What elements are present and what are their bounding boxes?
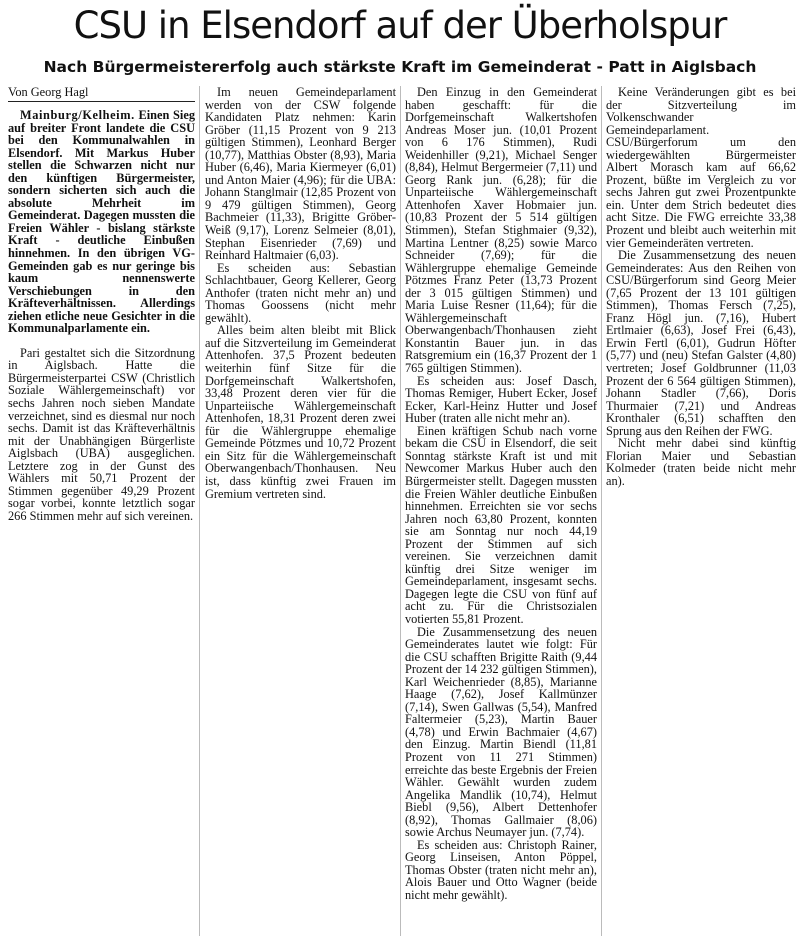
paragraph: Pari gestaltet sich die Sitzordnung in Aiglsbach. Hatte die Bürgermeisterpartei CSW (Christlich Soziale Wählergemeinschaft) vor sechs Jahren noch sieben Mandate verzeichnet, sind es diesmal nur noch sechs. Damit ist das Kräfteverhältnis mit der Unabhängigen Bürgerliste Aiglsbach (UBA) ausgeglichen. Letztere zog in der Gunst des Wählers mit 50,71 Prozent der Stimmen gegenüber 49,29 Prozent sogar vorbei, konnte letztlich sogar 266 Stimmen mehr auf sich vereinen. <box>8 345 195 523</box>
article-column-3 <box>405 86 597 936</box>
byline: Von Georg Hagl <box>8 86 195 102</box>
article-column-2 <box>205 86 396 936</box>
paragraph: Den Einzug in den Gemeinderat haben geschafft: für die Dorfgemeinschaft Walkertshofen Andreas Moser jun. (10,01 Prozent von 6 176 Stimmen), Rudi Weidenhiller (9,21), Michael Senger (8,84), Helmut Bergermeier (7,11) und Georg Rank jun. (6,28); für die Unparteiische Wählergemeinschaft Attenhofen Xaver Hobmaier jun. (10,83 Prozent der 5 514 gültigen Stimmen), Stefan Stighmaier (9,32), Martina Lentner (8,25) sowie Marco Schneider (7,69); für die Wählergruppe ehemalige Gemeinde Pötzmes Franz Peter (13,73 Prozent der 3 015 gültigen Stimmen) und Maria Luise Resner (11,64); für die Wählergemeinschaft Oberwangenbach/Thonhausen zieht Konstantin Bauer jun. in das Ratsgremium ein (16,37 Prozent der 1 765 gültigen Stimmen). <box>405 86 597 376</box>
article-column-1 <box>8 86 195 936</box>
lead-text: Einen Sieg auf breiter Front landete die CSU bei den Kommunalwahlen in Elsendorf. Mit Markus Huber stellen die Schwarzen nicht nur den künftigen Bürgermeister, sondern sicherten sich auch die absolute Mehrheit im Gemeinderat. Dagegen mussten die Freien Wähler - bislang stärkste Kraft - deutliche Einbußen hinnehmen. In den übrigen VG-Gemeinden gab es nur geringe bis kaum nennenswerte Verschiebungen in den Kräfteverhältnissen. Allerdings ziehen etliche neue Gesichter in die Kommunalparlamente ein. <box>8 108 195 336</box>
paragraph: Keine Veränderungen gibt es bei der Sitzverteilung im Volkenschwander Gemeindeparlament. CSU/Bürgerforum um den wiedergewählten Bürgermeister Albert Morasch kam auf 66,62 Prozent, büßte im Vergleich zu vor sechs Jahren gut zwei Prozentpunkte ein. Unter dem Strich bedeutet dies acht Sitze. Die FWG erreichte 33,38 Prozent und bleibt auch weiterhin mit vier Gemeinderäten vertreten. <box>606 86 796 250</box>
paragraph: Im neuen Gemeindeparlament werden von der CSW folgende Kandidaten Platz nehmen: Karin Gröber (11,15 Prozent von 9 213 gültigen Stimmen), Leonhard Berger (10,77), Matthias Obster (8,93), Maria Huber (6,46), Maria Kiermeyer (6,01) und Anton Maier (4,96); für die UBA: Johann Stanglmair (12,85 Prozent von 9 479 gültigen Stimmen), Georg Bachmeier (11,33), Brigitte Gröber-Weiß (9,17), Lorenz Selmeier (8,01), Stephan Eisenrieder (7,69) und Reinhard Haltmaier (6,03). <box>205 86 396 263</box>
column-divider <box>400 86 401 936</box>
paragraph: Nicht mehr dabei sind künftig Florian Maier und Sebastian Kolmeder (traten beide nicht mehr an). <box>606 436 796 488</box>
paragraph: Alles beim alten bleibt mit Blick auf die Sitzverteilung im Gemeinderat Attenhofen. 37,5 Prozent bedeuten weiterhin fünf Sitze für die Dorfgemeinschaft Walkertshofen, 33,48 Prozent deren vier für die Unparteiische Wählergemeinschaft Attenhofen, 18,31 Prozent deren zwei für die Wählergruppe ehemalige Gemeinde Pötzmes und 10,72 Prozent ein Sitz für die Wählergemeinschaft Oberwangenbach/Thonhausen. Neu ist, dass künftig zwei Frauen im Gremium vertreten sind. <box>205 323 396 501</box>
subheadline: Nach Bürgermeistererfolg auch stärkste Kraft im Gemeinderat - Patt in Aiglsbach <box>43 58 757 76</box>
paragraph: Es scheiden aus: Josef Dasch, Thomas Remiger, Hubert Ecker, Josef Ecker, Karl-Heinz Hutter und Josef Huber (traten alle nicht mehr an). <box>405 373 597 426</box>
paragraph: Die Zusammensetzung des neuen Gemeinderates lautet wie folgt: Für die CSU schafften Brigitte Raith (9,44 Prozent der 14 232 gültigen Stimmen), Karl Weichenrieder (8,85), Marianne Haage (7,62), Josef Kallmünzer (7,14), Swen Gallwas (5,54), Manfred Faltermeier (5,23), Martin Bauer (4,78) und Erwin Bachmaier (4,67) den Einzug. Martin Biendl (11,81 Prozent von 11 271 Stimmen) erreichte das beste Ergebnis der Freien Wähler. Gewählt wurden zudem Angelika Mandlik (10,74), Helmut Biebl (9,56), Albert Dettenhofer (8,92), Thomas Gallmaier (8,06) sowie Archus Neumayer jun. (7,74). <box>405 624 597 840</box>
paragraph: Einen kräftigen Schub nach vorne bekam die CSU in Elsendorf, die seit Sonntag stärkste Kraft ist und mit Newcomer Markus Huber auch den Bürgermeister stellt. Dagegen mussten die Freien Wähler deutliche Einbußen hinnehmen. Erreichten sie vor sechs Jahren noch 63,80 Prozent, konnten sie am Sonntag nur noch 44,19 Prozent der Stimmen auf sich vereinen. Sie verzeichnen damit künftig drei Sitze weniger im Gemeindeparlament, insgesamt sechs. Dagegen legte die CSU von fünf auf acht zu. Für die Christsozialen votierten 55,81 Prozent. <box>405 423 597 626</box>
paragraph: Es scheiden aus: Sebastian Schlachtbauer, Georg Kellerer, Georg Anthofer (traten nicht mehr an) und Thomas Goossens (nicht mehr gewählt). <box>205 260 396 325</box>
lead-paragraph <box>8 109 195 335</box>
column-divider <box>199 86 200 936</box>
dateline: Mainburg/Kelheim. <box>20 108 135 122</box>
article-column-4 <box>606 86 796 936</box>
paragraph: Es scheiden aus: Christoph Rainer, Georg Linseisen, Anton Pöppel, Thomas Obster (traten nicht mehr an), Alois Bauer und Otto Wagner (beide nicht mehr gewählt). <box>405 837 597 902</box>
column-divider <box>601 86 602 936</box>
headline: CSU in Elsendorf auf der Überholspur <box>73 4 727 47</box>
paragraph: Die Zusammensetzung des neuen Gemeinderates: Aus den Reihen von CSU/Bürgerforum sind Georg Meier (7,65 Prozent der 13 101 gültigen Stimmen), Thomas Fersch (7,25), Franz Högl jun. (7,16), Hubert Ertlmaier (6,63), Josef Frei (6,43), Erwin Fertl (6,01), Gudrun Höfter (5,77) und (neu) Stefan Galster (4,80) vertreten; Josef Goldbrunner (11,03 Prozent der 6 564 gültigen Stimmen), Johann Stadler (7,66), Doris Thurmaier (7,21) und Andreas Kronthaler (6,51) schafften den Sprung aus den Reihen der FWG. <box>606 248 796 438</box>
